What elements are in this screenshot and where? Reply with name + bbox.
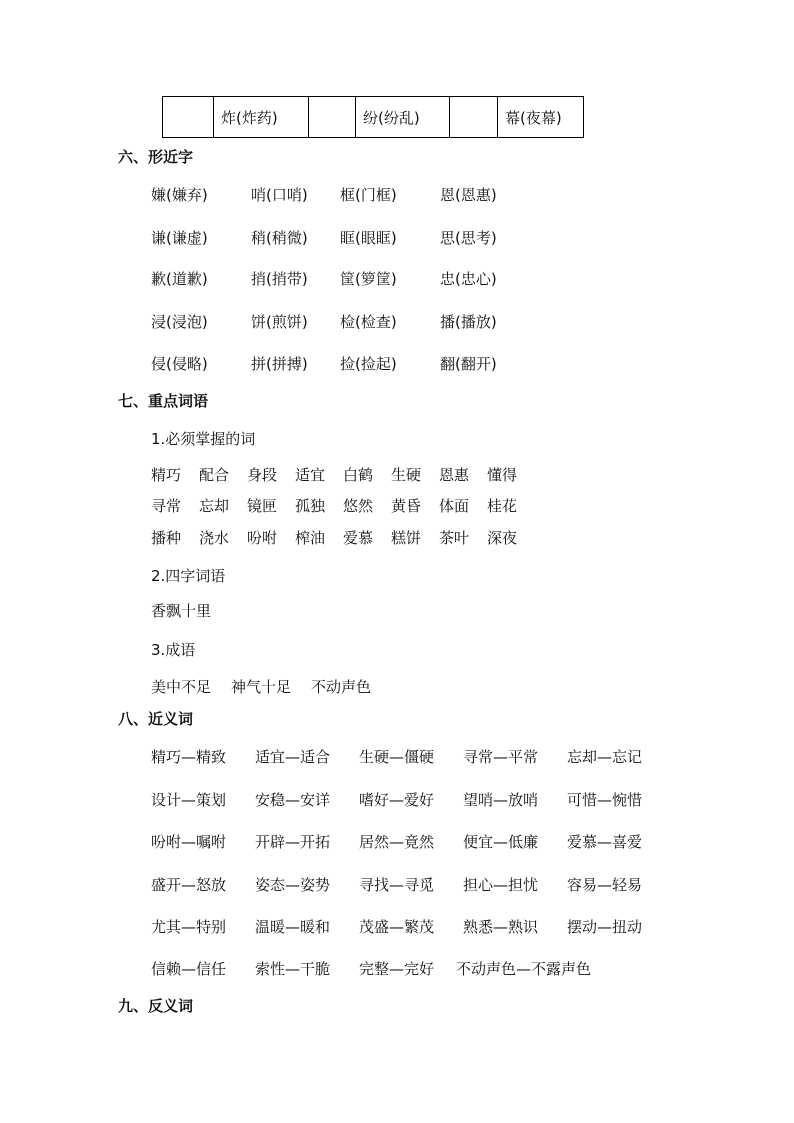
list-item: 茂盛—繁茂 — [359, 918, 435, 936]
list-item: 不动声色 — [311, 678, 372, 696]
list-item: 眶(眼眶) — [340, 229, 397, 247]
list-item: 糕饼 — [391, 529, 422, 547]
list-item: 浇水 — [199, 529, 230, 547]
list-item: 哨(口哨) — [251, 186, 308, 204]
table-cell — [163, 97, 214, 138]
list-item: 精巧 — [151, 466, 182, 484]
list-item: 配合 — [199, 466, 230, 484]
list-item: 信赖—信任 — [151, 960, 227, 978]
list-item: 设计—策划 — [151, 791, 227, 809]
subheading-idioms: 3.成语 — [151, 641, 196, 659]
list-item: 完整—完好 — [359, 960, 435, 978]
table-cell: 纷(纷乱) — [356, 97, 450, 138]
list-item: 嗜好—爱好 — [359, 791, 435, 809]
list-item: 饼(煎饼) — [251, 313, 308, 331]
list-item: 尤其—特别 — [151, 918, 227, 936]
four-char-phrase: 香飘十里 — [151, 602, 212, 620]
list-item: 悠然 — [343, 497, 374, 515]
list-item: 白鹤 — [343, 466, 374, 484]
list-item: 榨油 — [295, 529, 326, 547]
list-item: 适宜—适合 — [255, 748, 331, 766]
list-item: 适宜 — [295, 466, 326, 484]
list-item: 精巧—精致 — [151, 748, 227, 766]
list-item: 恩惠 — [439, 466, 470, 484]
character-table-fragment — [162, 96, 584, 138]
list-item: 检(检查) — [340, 313, 397, 331]
list-item: 思(思考) — [440, 229, 497, 247]
list-item: 体面 — [439, 497, 470, 515]
section-heading-9: 九、反义词 — [118, 997, 194, 1015]
list-item: 拼(拼搏) — [251, 355, 308, 373]
list-item: 居然—竟然 — [359, 833, 435, 851]
list-item: 盛开—怒放 — [151, 876, 227, 894]
table-cell — [309, 97, 356, 138]
list-item: 茶叶 — [439, 529, 470, 547]
list-item: 生硬—僵硬 — [359, 748, 435, 766]
list-item: 歉(道歉) — [151, 270, 208, 288]
list-item: 镜匣 — [247, 497, 278, 515]
list-item: 浸(浸泡) — [151, 313, 208, 331]
list-item: 忘却—忘记 — [567, 748, 643, 766]
list-item: 容易—轻易 — [567, 876, 643, 894]
list-item: 桂花 — [487, 497, 518, 515]
list-item: 捎(捎带) — [251, 270, 308, 288]
list-item: 担心—担忧 — [463, 876, 539, 894]
list-item: 生硬 — [391, 466, 422, 484]
list-item: 开辟—开拓 — [255, 833, 331, 851]
section-heading-7: 七、重点词语 — [118, 392, 209, 410]
list-item: 孤独 — [295, 497, 326, 515]
list-item: 忘却 — [199, 497, 230, 515]
list-item: 筐(箩筐) — [340, 270, 397, 288]
list-item: 深夜 — [487, 529, 518, 547]
list-item: 便宜—低廉 — [463, 833, 539, 851]
table-row — [163, 97, 584, 138]
list-item: 侵(侵略) — [151, 355, 208, 373]
list-item: 身段 — [247, 466, 278, 484]
list-item: 姿态—姿势 — [255, 876, 331, 894]
list-item: 吩咐 — [247, 529, 278, 547]
list-item: 寻找—寻觅 — [359, 876, 435, 894]
list-item: 寻常 — [151, 497, 182, 515]
list-item: 播(播放) — [440, 313, 497, 331]
list-item: 不动声色—不露声色 — [456, 960, 592, 978]
list-item: 稍(稍微) — [251, 229, 308, 247]
list-item: 嫌(嫌弃) — [151, 186, 208, 204]
list-item: 寻常—平常 — [463, 748, 539, 766]
list-item: 安稳—安详 — [255, 791, 331, 809]
list-item: 忠(忠心) — [440, 270, 497, 288]
list-item: 爱慕 — [343, 529, 374, 547]
list-item: 懂得 — [487, 466, 518, 484]
subheading-four-char: 2.四字词语 — [151, 567, 226, 585]
list-item: 谦(谦虚) — [151, 229, 208, 247]
table-cell: 炸(炸药) — [214, 97, 309, 138]
list-item: 翻(翻开) — [440, 355, 497, 373]
table-cell: 幕(夜幕) — [498, 97, 584, 138]
list-item: 神气十足 — [231, 678, 292, 696]
list-item: 框(门框) — [340, 186, 397, 204]
list-item: 吩咐—嘱咐 — [151, 833, 227, 851]
list-item: 爱慕—喜爱 — [567, 833, 643, 851]
list-item: 温暖—暖和 — [255, 918, 331, 936]
list-item: 熟悉—熟识 — [463, 918, 539, 936]
list-item: 望哨—放哨 — [463, 791, 539, 809]
subheading-must-master: 1.必须掌握的词 — [151, 430, 256, 448]
list-item: 恩(恩惠) — [440, 186, 497, 204]
list-item: 捡(捡起) — [340, 355, 397, 373]
list-item: 美中不足 — [151, 678, 212, 696]
section-heading-6: 六、形近字 — [118, 148, 194, 166]
table-cell — [450, 97, 498, 138]
list-item: 摆动—扭动 — [567, 918, 643, 936]
list-item: 可惜—惋惜 — [567, 791, 643, 809]
list-item: 索性—干脆 — [255, 960, 331, 978]
list-item: 播种 — [151, 529, 182, 547]
section-heading-8: 八、近义词 — [118, 710, 194, 728]
list-item: 黄昏 — [391, 497, 422, 515]
